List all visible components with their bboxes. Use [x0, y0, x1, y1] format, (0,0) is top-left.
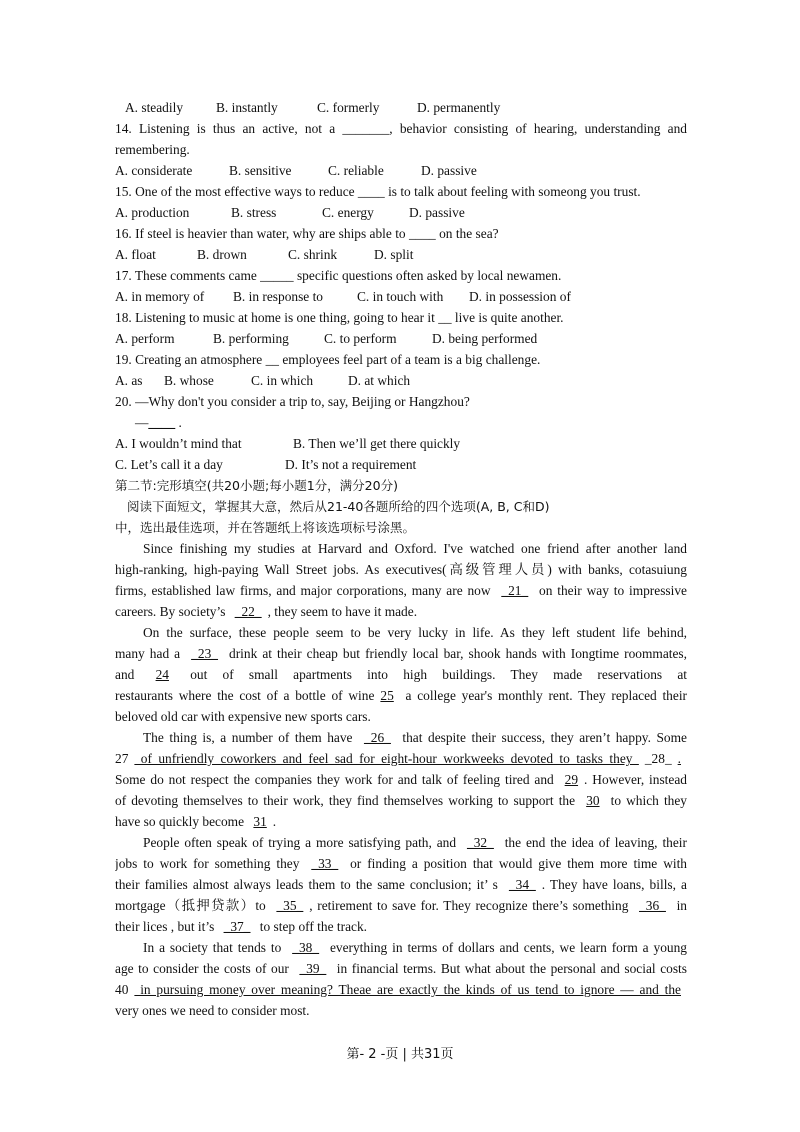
passage-text: or finding a position that would give them more time with: [344, 856, 687, 871]
passage-text: to which they: [605, 793, 687, 808]
q16-option-b: B. drown: [197, 247, 247, 262]
passage-line: [115, 727, 687, 748]
passage-text: on their way to impressive: [534, 583, 687, 598]
q20-reply-dash: —: [135, 415, 149, 430]
q20-option-d: D. It’s not a requirement: [285, 457, 417, 472]
answer-blank: _32_: [467, 835, 494, 850]
q14-stem-line1: 14. Listening is thus an active, not a _______, behavior consisting of hearing, understanding and: [115, 121, 687, 136]
passage-text: People often speak of trying a more satisfying path, and: [143, 835, 461, 850]
passage-line: [115, 790, 687, 811]
answer-blank: _34_: [508, 877, 536, 892]
passage-text: Since finishing my studies at Harvard and Oxford. I've watched one friend after another land: [143, 541, 687, 556]
answer-blank: _21_: [501, 583, 529, 598]
q19-option-c: C. in which: [251, 373, 314, 388]
passage-text: The thing is, a number of them have: [143, 730, 359, 745]
passage-line: [115, 832, 687, 853]
q16-stem: 16. If steel is heavier than water, why are ships able to ____ on the sea?: [115, 226, 499, 241]
passage-text: mortgage（抵押贷款）to: [115, 898, 271, 913]
passage-text: Some do not respect the companies they work for and talk of feeling tired and: [115, 772, 559, 787]
page-footer: 第- 2 -页 | 共31页: [346, 1047, 454, 1062]
q15-option-b: B. stress: [231, 205, 277, 220]
passage-line: [115, 811, 687, 832]
answer-blank: _38_: [292, 940, 320, 955]
q20-options-row1: [115, 433, 687, 454]
q20-option-c: C. Let’s call it a day: [115, 457, 223, 472]
passage-line: [115, 601, 687, 622]
passage-text: _28_: [644, 751, 672, 766]
q15-options: [115, 202, 687, 223]
passage-text: . However, instead: [584, 772, 687, 787]
q17-option-c: C. in touch with: [357, 289, 444, 304]
answer-blank: 30: [586, 793, 600, 808]
passage-line: [115, 1000, 687, 1021]
q16-option-d: D. split: [374, 247, 414, 262]
passage-line: [115, 559, 687, 580]
section2-title: 第二节:完形填空(共20小题;每小题1分，满分20分): [115, 478, 398, 493]
q18-option-d: D. being performed: [432, 331, 538, 346]
answer-blank: _39_: [299, 961, 327, 976]
passage-line: [115, 580, 687, 601]
q17-stem: 17. These comments came _____ specific questions often asked by local newamen.: [115, 268, 562, 283]
passage-line: [115, 769, 687, 790]
q14-stem-line2: remembering.: [115, 142, 190, 157]
passage-text: that despite their success, they aren’t happy. Some: [396, 730, 687, 745]
answer-blank: _37_: [223, 919, 251, 934]
passage-text: to step off the track.: [256, 919, 368, 934]
passage-text: in: [671, 898, 687, 913]
passage-line: [115, 538, 687, 559]
passage-text: . They have loans, bills, a: [541, 877, 687, 892]
passage-line: [115, 685, 687, 706]
q20-options-row2: [115, 454, 687, 475]
q16-option-c: C. shrink: [288, 247, 338, 262]
q15-option-d: D. passive: [409, 205, 465, 220]
q16-options: [115, 244, 687, 265]
q19-option-b: B. whose: [164, 373, 214, 388]
answer-blank: of unfriendly coworkers and feel sad for eight-hour workweeks devoted to tasks they: [134, 751, 639, 766]
passage-line: [115, 979, 687, 1000]
q17-option-b: B. in response to: [233, 289, 324, 304]
q20-reply-end: .: [178, 415, 182, 430]
answer-blank: 29: [564, 772, 579, 787]
q18-options: [115, 328, 687, 349]
q15-option-a: A. production: [115, 205, 190, 220]
q17-option-a: A. in memory of: [115, 289, 205, 304]
q13-option-c: C. formerly: [317, 100, 380, 115]
passage-text: their lices , but it’s: [115, 919, 218, 934]
passage-text: many had a: [115, 646, 186, 661]
passage-text: 40: [115, 982, 129, 997]
q20-reply-blank: ____: [148, 415, 176, 430]
answer-blank: _35_: [276, 898, 304, 913]
passage-paragraph-5: [115, 937, 687, 1021]
q15-option-c: C. energy: [322, 205, 374, 220]
q13-options: [115, 97, 687, 118]
passage-text: high-ranking, high-paying Wall Street jobs. As executives(高级管理人员) with banks, cotasuiung: [115, 562, 687, 577]
passage-text: careers. By society’s: [115, 604, 229, 619]
passage-paragraph-3: [115, 727, 687, 832]
q14-option-d: D. passive: [421, 163, 477, 178]
q19-option-d: D. at which: [348, 373, 411, 388]
passage-text: very ones we need to consider most.: [115, 1003, 310, 1018]
q19-option-a: A. as: [115, 373, 143, 388]
q18-option-a: A. perform: [115, 331, 175, 346]
q14-options: [115, 160, 687, 181]
passage-line: [115, 706, 687, 727]
passage-text: of devoting themselves to their work, they find themselves working to support the: [115, 793, 581, 808]
passage-text: age to consider the costs of our: [115, 961, 294, 976]
q14-option-a: A. considerate: [115, 163, 193, 178]
q14-option-c: C. reliable: [328, 163, 384, 178]
passage-text: , retirement to save for. They recognize there’s something: [309, 898, 634, 913]
answer-blank: _33_: [311, 856, 339, 871]
answer-blank: 24: [155, 667, 169, 682]
passage-line: [115, 937, 687, 958]
passage: [115, 538, 687, 1021]
passage-text: beloved old car with expensive new sports cars.: [115, 709, 371, 724]
answer-blank: _23_: [191, 646, 218, 661]
passage-text: restaurants where the cost of a bottle of wine: [115, 688, 375, 703]
passage-text: and: [115, 667, 150, 682]
q20-option-b: B. Then we’ll get there quickly: [293, 436, 461, 451]
passage-text: their families almost always leads them to the same conclusion; it’ s: [115, 877, 503, 892]
q20-stem: 20. —Why don't you consider a trip to, say, Beijing or Hangzhou?: [115, 394, 470, 409]
q18-option-c: C. to perform: [324, 331, 397, 346]
passage-text: 27: [115, 751, 129, 766]
passage-text: everything in terms of dollars and cents, we learn form a young: [325, 940, 687, 955]
passage-text: the end the idea of leaving, their: [499, 835, 687, 850]
section2-instruction-line2: 中，选出最佳选项，并在答题纸上将该选项标号涂黑。: [115, 520, 416, 535]
q17-option-d: D. in possession of: [469, 289, 571, 304]
passage-line: [115, 622, 687, 643]
passage-paragraph-1: [115, 538, 687, 622]
q20-option-a: A. I wouldn’t mind that: [115, 436, 242, 451]
answer-blank: in pursuing money over meaning? Theae are exactly the kinds of us tend to ignore — and the: [134, 982, 681, 997]
section2-instruction-line1: 阅读下面短文，掌握其大意，然后从21-40各题所给的四个选项(A, B, C和D): [127, 499, 550, 514]
passage-text: firms, established law firms, and major corporations, many are now: [115, 583, 496, 598]
passage-text: .: [272, 814, 277, 829]
page-content: [115, 97, 687, 1021]
answer-blank: _36_: [639, 898, 666, 913]
passage-text: On the surface, these people seem to be very lucky in life. As they left student life behind,: [143, 625, 687, 640]
passage-text: in financial terms. But what about the personal and social costs: [332, 961, 687, 976]
passage-line: [115, 853, 687, 874]
q13-option-d: D. permanently: [417, 100, 501, 115]
passage-text: out of small apartments into high buildings. They made reservations at: [174, 667, 687, 682]
answer-blank: 25: [380, 688, 394, 703]
q17-options: [115, 286, 687, 307]
passage-text: a college year's monthly rent. They replaced their: [399, 688, 687, 703]
passage-line: [115, 664, 687, 685]
q13-option-b: B. instantly: [216, 100, 278, 115]
q18-stem: 18. Listening to music at home is one thing, going to hear it __ live is quite another.: [115, 310, 564, 325]
passage-text: In a society that tends to: [143, 940, 287, 955]
q16-option-a: A. float: [115, 247, 156, 262]
passage-line: [115, 874, 687, 895]
q15-stem: 15. One of the most effective ways to reduce ____ is to talk about feeling with someong you trust.: [115, 184, 641, 199]
answer-blank: _26_: [364, 730, 391, 745]
passage-text: jobs to work for something they: [115, 856, 306, 871]
passage-line: [115, 895, 687, 916]
passage-line: [115, 643, 687, 664]
q13-option-a: A. steadily: [125, 100, 184, 115]
passage-text: , they seem to have it made.: [267, 604, 418, 619]
answer-blank: 31: [253, 814, 267, 829]
q19-stem: 19. Creating an atmosphere __ employees feel part of a team is a big challenge.: [115, 352, 541, 367]
passage-paragraph-4: [115, 832, 687, 937]
q18-option-b: B. performing: [213, 331, 289, 346]
passage-line: [115, 916, 687, 937]
passage-line: [115, 748, 687, 769]
answer-blank: .: [677, 751, 681, 766]
answer-blank: _22_: [234, 604, 262, 619]
passage-line: [115, 958, 687, 979]
q14-option-b: B. sensitive: [229, 163, 292, 178]
q19-options: [115, 370, 687, 391]
passage-text: drink at their cheap but friendly local bar, shook hands with Iongtime roommates,: [223, 646, 687, 661]
passage-paragraph-2: [115, 622, 687, 727]
passage-text: have so quickly become: [115, 814, 248, 829]
q20-reply: [115, 412, 687, 433]
